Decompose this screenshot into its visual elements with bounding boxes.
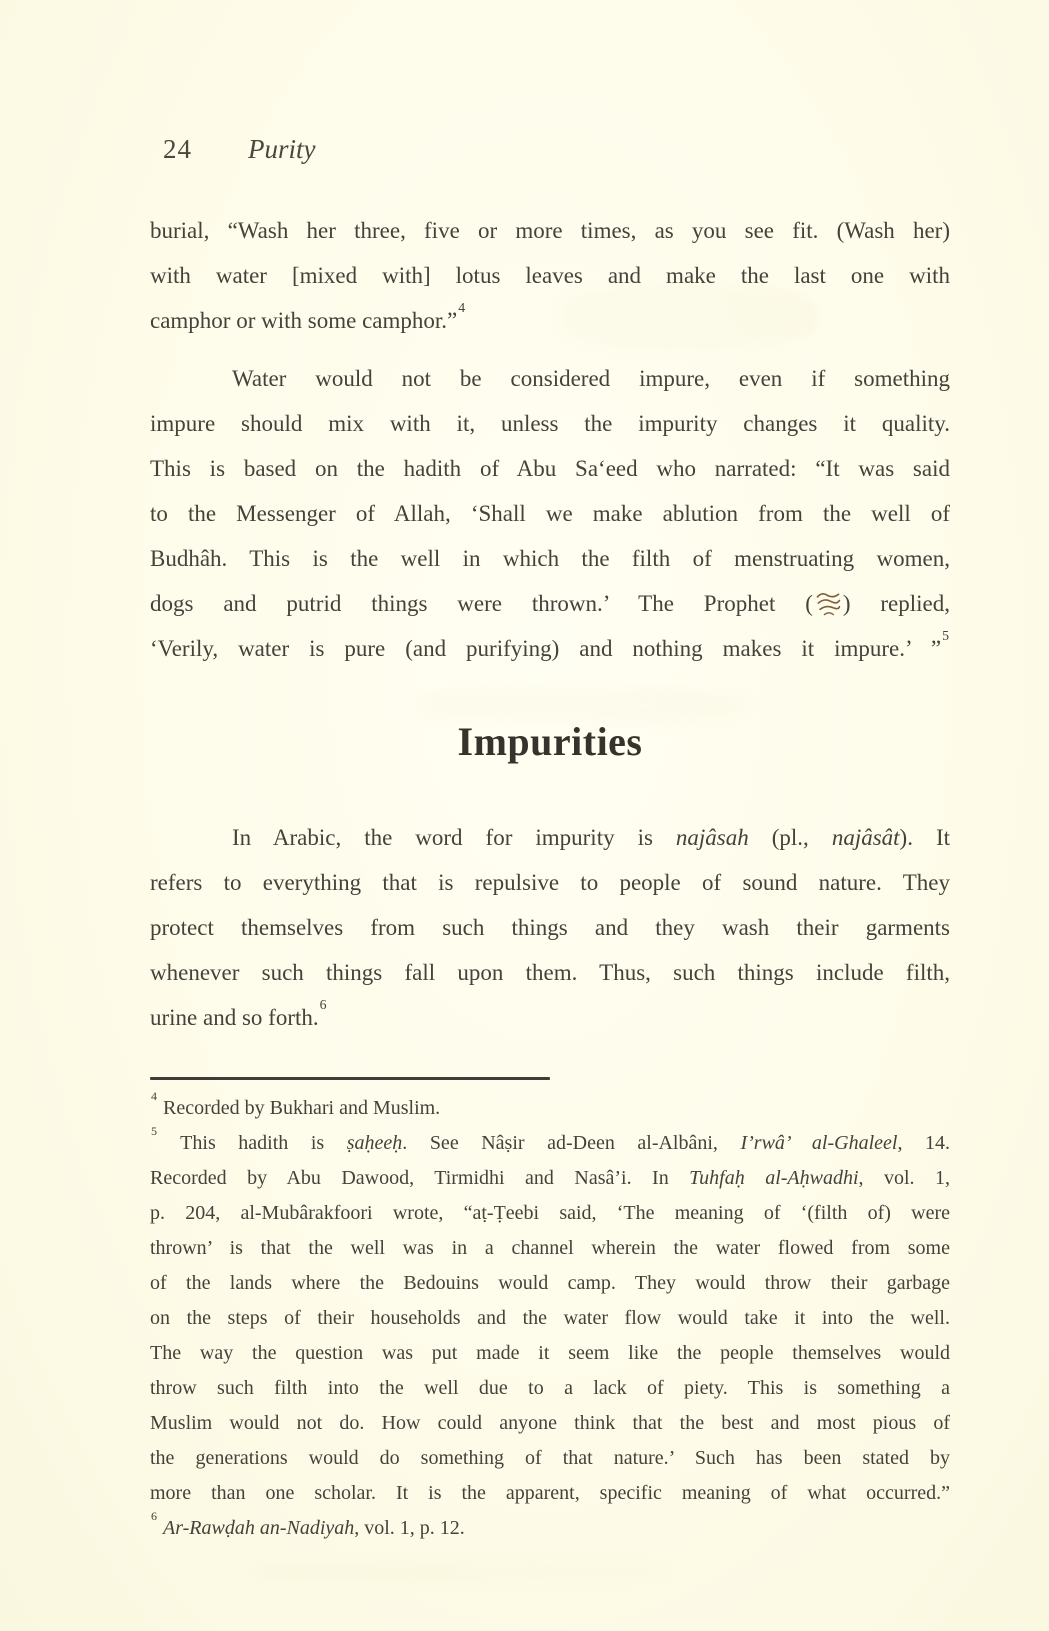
text-line: throw such filth into the well due to a lack of piety. This is something a (150, 1377, 950, 1399)
text-line: impure should mix with it, unless the impurity changes it quality. (150, 411, 950, 436)
text-line: Budhâh. This is the well in which the filth of menstruating women, (150, 546, 950, 571)
text-line: $^4$ Recorded by Bukhari and Muslim. (151, 1091, 441, 1119)
paragraph-burial-hadith (150, 208, 950, 343)
text-line: Water would not be considered impure, even if something (232, 366, 950, 391)
footnote-separator-rule (150, 1077, 550, 1080)
text-line: p. 204, al-Mubârakfoori wrote, “aṭ-Ṭeebi said, ‘The meaning of ‘(filth of) were (150, 1202, 950, 1224)
text-line: whenever such things fall upon them. Thus, such things include filth, (150, 960, 950, 985)
bleedthrough-mark (420, 688, 750, 722)
text-line: on the steps of their households and the water flow would take it into the well. (150, 1307, 950, 1329)
text-line: more than one scholar. It is the apparent, specific meaning of what occurred.” (150, 1482, 950, 1504)
footnotes-block (150, 1091, 950, 1546)
text-line: This is based on the hadith of Abu Sa‘eed who narrated: “It was said (150, 456, 950, 481)
text-line: The way the question was put made it seem like the people themselves would (150, 1342, 950, 1364)
bleedthrough-mark (250, 1558, 670, 1584)
paragraph-water-purity (150, 356, 950, 671)
paragraph-najasah-definition (150, 815, 950, 1040)
page-number: 24 (163, 134, 192, 164)
text-line: In Arabic, the word for impurity is najâsah (pl., najâsât). It (232, 825, 950, 850)
section-heading: Impurities (457, 719, 643, 764)
chapter-title: Purity (248, 134, 316, 164)
text-line: with water [mixed with] lotus leaves and make the last one with (150, 263, 950, 288)
text-line: camphor or with some camphor.”$^4$ (150, 299, 466, 333)
text-line: the generations would do something of that nature.’ Such has been stated by (150, 1447, 950, 1469)
text-line: refers to everything that is repulsive to people of sound nature. They (150, 870, 950, 895)
text-line: of the lands where the Bedouins would camp. They would throw their garbage (150, 1272, 950, 1294)
text-line: dogs and putrid things were thrown.’ The Prophet ( ) replied, (150, 581, 950, 626)
text-line: $^6$ Ar-Rawḍah an-Nadiyah, vol. 1, p. 12. (151, 1511, 465, 1539)
text-line: thrown’ is that the well was in a channel wherein the water flowed from some (150, 1237, 950, 1259)
running-header (163, 134, 316, 165)
text-line: to the Messenger of Allah, ‘Shall we make ablution from the well of (150, 501, 950, 526)
text-line: protect themselves from such things and they wash their garments (150, 915, 950, 940)
text-line: Muslim would not do. How could anyone think that the best and most pious of (150, 1412, 950, 1434)
sallallahu-alayhi-wasallam-icon (813, 588, 843, 620)
text-line: $^5$ This hadith is ṣaḥeeḥ. See Nâṣir ad-Deen al-Albâni, I’rwâ’ al-Ghaleel, 14. (151, 1126, 950, 1154)
text-line: ‘Verily, water is pure (and purifying) and nothing makes it impure.’ ”$^5$ (150, 627, 949, 661)
text-line: Recorded by Abu Dawood, Tirmidhi and Nasâ’i. In Tuhfaḥ al-Aḥwadhi, vol. 1, (150, 1167, 950, 1189)
text-line: burial, “Wash her three, five or more times, as you see fit. (Wash her) (150, 218, 950, 243)
text-line: urine and so forth.$^6$ (150, 996, 327, 1030)
